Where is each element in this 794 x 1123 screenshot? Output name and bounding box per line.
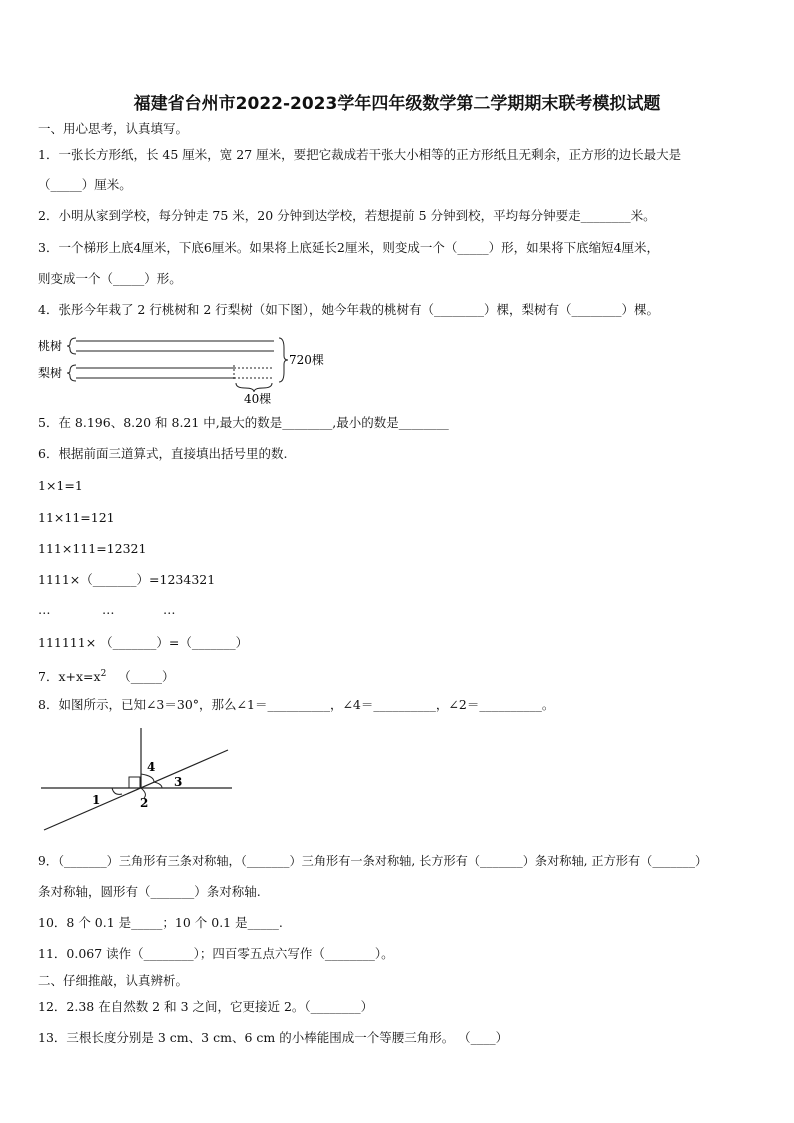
question-11: 11．0.067 读作（________）；四百零五点六写作（________）。 xyxy=(38,946,394,961)
angle-diagram xyxy=(36,724,236,838)
exponent: 2 xyxy=(100,669,107,679)
equation-3: 111×111=12321 xyxy=(38,541,147,556)
question-9-line-1: 9．（_______）三角形有三条对称轴，（_______）三角形有一条对称轴, 长方形有（_______）条对称轴, 正方形有（_______） xyxy=(38,854,708,868)
question-7-text: 7．x+x=x xyxy=(38,669,101,685)
total-brace xyxy=(279,338,288,382)
ellipsis-2: … xyxy=(102,602,115,617)
angle-3-label: 3 xyxy=(174,775,183,789)
section-heading-2: 二、仔细推敲，认真辨析。 xyxy=(38,973,189,988)
question-9-line-2: 条对称轴，圆形有（_______）条对称轴. xyxy=(38,884,261,899)
page-title: 福建省台州市2022-2023学年四年级数学第二学期期末联考模拟试题 xyxy=(133,94,661,114)
question-8: 8．如图所示，已知∠3＝30°，那么∠1＝__________，∠4＝__________，∠2＝__________。 xyxy=(38,697,555,712)
angle-1-label: 1 xyxy=(92,793,101,807)
equation-5: 111111× （_______）=（_______） xyxy=(38,635,249,650)
question-5: 5．在 8.196、8.20 和 8.21 中,最大的数是________,最小的数是________ xyxy=(38,415,449,430)
tree-rows-diagram xyxy=(36,332,336,404)
question-12: 12．2.38 在自然数 2 和 3 之间，它更接近 2。（________） xyxy=(38,999,374,1014)
question-1-line-2: （_____）厘米。 xyxy=(38,177,132,192)
difference-brace xyxy=(236,383,272,392)
question-1-line-1: 1．一张长方形纸，长 45 厘米，宽 27 厘米，要把它裁成若干张大小相等的正方形纸且无剩余，正方形的边长最大是 xyxy=(38,147,682,162)
question-2: 2．小明从家到学校，每分钟走 75 米，20 分钟到达学校，若想提前 5 分钟到校，平均每分钟要走________米。 xyxy=(38,208,656,223)
pear-tree-label: 梨树 xyxy=(38,366,63,380)
question-3-line-2: 则变成一个（_____）形。 xyxy=(38,271,182,286)
question-4: 4．张彤今年栽了 2 行桃树和 2 行梨树（如下图），她今年栽的桃树有（________）棵，梨树有（________）棵。 xyxy=(38,302,660,317)
equation-2: 11×11=121 xyxy=(38,510,115,525)
slanted-line xyxy=(44,750,228,830)
difference-label: 40棵 xyxy=(244,392,272,404)
peach-tree-label: 桃树 xyxy=(38,339,63,353)
question-3-line-1: 3．一个梯形上底4厘米，下底6厘米。如果将上底延长2厘米，则变成一个（_____）形，如果将下底缩短4厘米， xyxy=(38,240,660,255)
equation-1: 1×1=1 xyxy=(38,478,83,493)
angle-2-label: 2 xyxy=(140,796,149,810)
question-7 xyxy=(38,666,174,685)
right-angle-mark xyxy=(129,777,140,788)
question-13: 13．三根长度分别是 3 cm、3 cm、6 cm 的小棒能围成一个等腰三角形。 （____） xyxy=(38,1030,509,1045)
ellipsis-1: … xyxy=(38,602,51,617)
ellipsis-3: … xyxy=(163,602,176,617)
angle-4-label: 4 xyxy=(147,760,156,774)
question-10: 10．8 个 0.1 是_____；10 个 0.1 是_____. xyxy=(38,915,283,930)
section-heading-1: 一、用心思考，认真填写。 xyxy=(38,121,189,136)
equation-4: 1111×（_______）=1234321 xyxy=(38,572,216,587)
question-6: 6．根据前面三道算式，直接填出括号里的数. xyxy=(38,446,288,461)
total-label: 720棵 xyxy=(289,353,324,367)
question-7-blank: （_____） xyxy=(118,669,175,685)
